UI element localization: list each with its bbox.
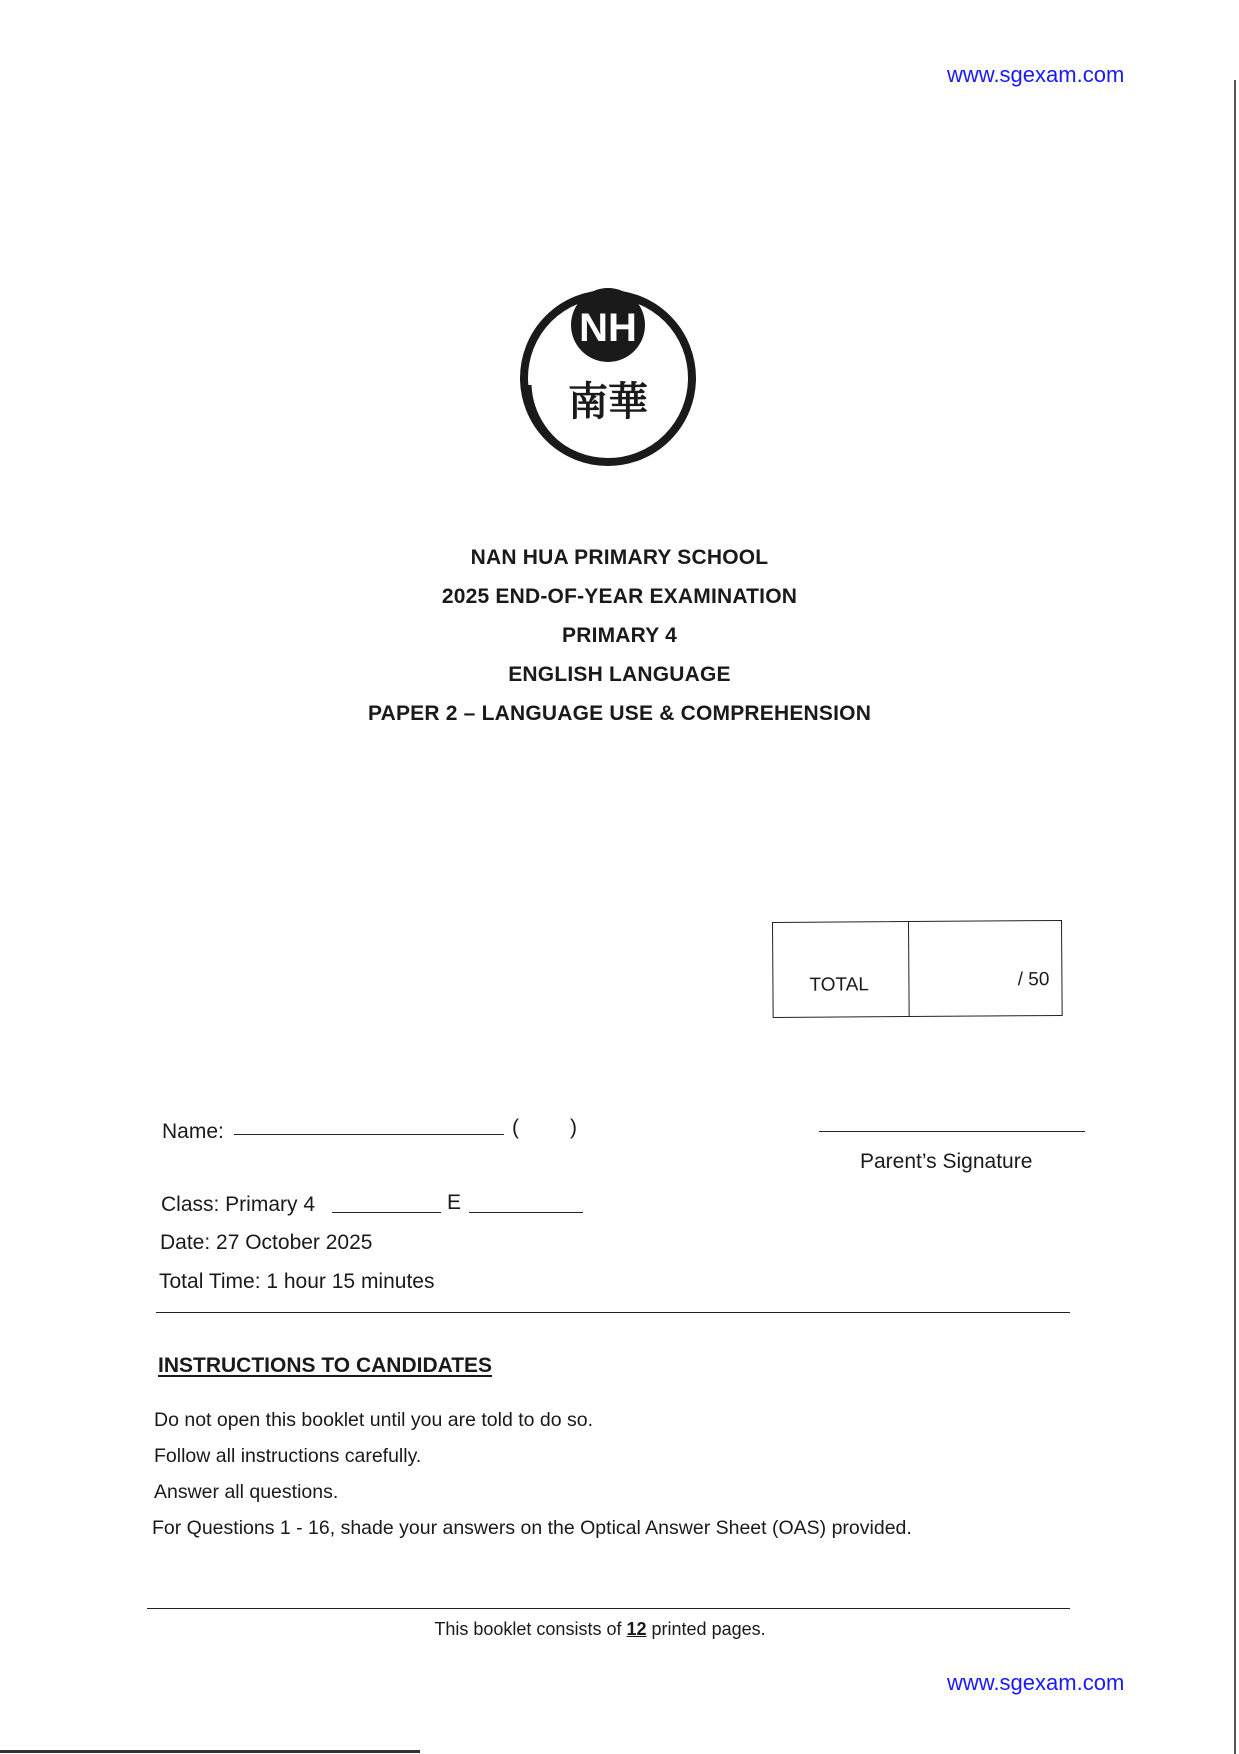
total-label: TOTAL xyxy=(809,974,869,996)
class-number-blank[interactable] xyxy=(332,1212,441,1213)
scan-edge-right xyxy=(1234,80,1236,1754)
page-count-note xyxy=(0,1619,1200,1640)
instructions-heading: INSTRUCTIONS TO CANDIDATES xyxy=(158,1354,493,1377)
register-number-blank[interactable] xyxy=(526,1112,570,1140)
total-time: Total Time: 1 hour 15 minutes xyxy=(159,1270,435,1293)
school-logo xyxy=(517,275,700,470)
watermark-link-bottom[interactable]: www.sgexam.com xyxy=(947,1670,1125,1695)
instruction-item: Do not open this booklet until you are told to do so. xyxy=(154,1409,594,1431)
instruction-item: Answer all questions. xyxy=(154,1481,339,1503)
page-count: 12 xyxy=(626,1619,647,1639)
score-box-divider xyxy=(908,922,910,1016)
exam-title-block xyxy=(0,538,1239,733)
exam-date: Date: 27 October 2025 xyxy=(160,1231,373,1254)
class-label: Class: Primary 4 xyxy=(161,1193,316,1216)
name-label: Name: xyxy=(162,1120,224,1143)
page-count-prefix: This booklet consists of xyxy=(434,1619,622,1639)
paper-title: PAPER 2 – LANGUAGE USE & COMPREHENSION xyxy=(367,702,872,725)
footer-divider xyxy=(147,1608,1070,1609)
total-score-box xyxy=(772,920,1063,1018)
subject: ENGLISH LANGUAGE xyxy=(508,663,731,686)
page-count-suffix: printed pages. xyxy=(651,1619,766,1639)
logo-chinese-text: 南華 xyxy=(568,379,648,425)
section-divider xyxy=(156,1312,1070,1313)
class-stream-blank[interactable] xyxy=(469,1212,583,1213)
scan-edge-bottom xyxy=(0,1750,420,1753)
exam-name: 2025 END-OF-YEAR EXAMINATION xyxy=(441,585,798,608)
signature-line[interactable] xyxy=(819,1131,1085,1132)
logo-monogram: NH xyxy=(579,306,637,350)
signature-label: Parent’s Signature xyxy=(860,1150,1033,1173)
watermark-link-top[interactable]: www.sgexam.com xyxy=(947,62,1125,87)
register-paren-open: ( xyxy=(512,1116,519,1139)
instruction-item: For Questions 1 - 16, shade your answers on the Optical Answer Sheet (OAS) provided. xyxy=(152,1517,912,1539)
instruction-item: Follow all instructions carefully. xyxy=(154,1445,422,1467)
class-stream-label: E xyxy=(447,1191,462,1214)
level: PRIMARY 4 xyxy=(562,624,677,647)
school-name: NAN HUA PRIMARY SCHOOL xyxy=(470,546,769,569)
instructions-list xyxy=(154,1402,1104,1546)
name-blank[interactable] xyxy=(234,1134,504,1135)
register-paren-close: ) xyxy=(570,1116,577,1139)
total-max-score: / 50 xyxy=(1017,969,1050,991)
